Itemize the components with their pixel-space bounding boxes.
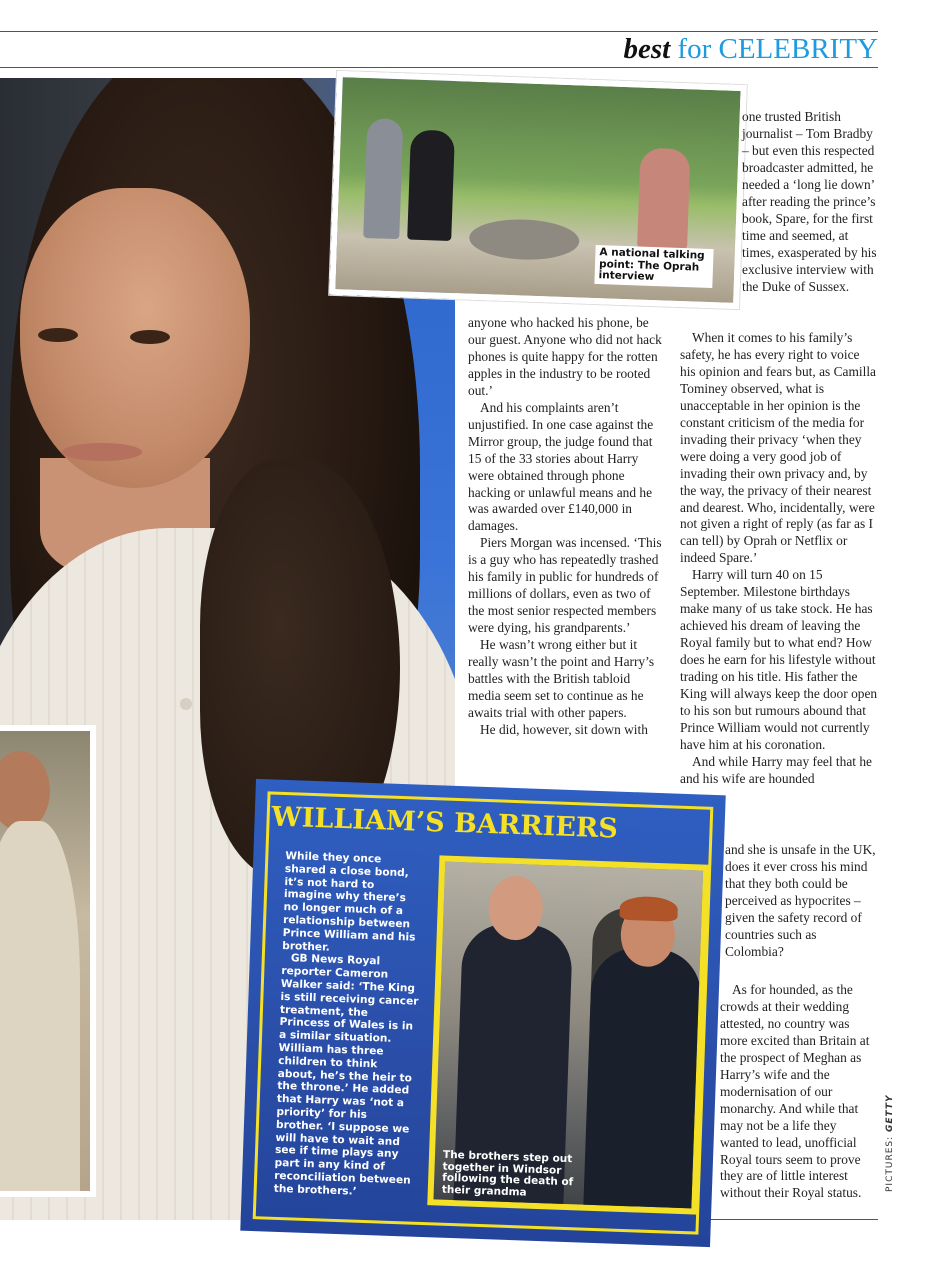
article-column-right-narrow-2 [720,982,878,1202]
photo-figure [407,130,455,241]
article-column-middle [468,315,666,739]
article-paragraph: Harry will turn 40 on 15 September. Milestone birthdays make many of us take stock. He has achieved his dream of leaving the Royal family but to what end? How does he earn for his lifestyle without trading on his title. His father the King will always keep the door open to his son but rumours abound that Prince William would not currently have him at his coronation. [680,567,878,752]
photo-eye [130,330,170,344]
category-label: CELEBRITY [718,33,878,65]
photo-figure [583,947,702,1215]
article-paragraph: And while Harry may feel that he and his wife are hounded [680,753,872,786]
article-paragraph: and she is unsafe in the UK, does it ever cross his mind that they both could be perceived as hypocrites – given the safety record of countries such as Colombia? [725,842,876,959]
article-column-right-narrow [725,842,878,961]
brothers-photo [427,855,709,1214]
williams-barriers-box [240,779,725,1247]
credit-label: PICTURES: [885,1135,895,1192]
inset-photo-head [0,751,50,831]
photo-lips [62,443,142,461]
article-paragraph: one trusted British journalist – Tom Bradby – but even this respected broadcaster admitted, he needed a ‘long lie down’ after reading the prince’s book, Spare, for the first time and seemed, at times, exasperated by his exclusive interview with the Duke of Sussex. [742,109,877,294]
top-rule [0,31,878,32]
photo-table [469,218,580,262]
article-paragraph: And his complaints aren’t unjustified. In one case against the Mirror group, the judge found that 15 of the 33 stories about Harry were obtained through phone hacking or unlawful means and he was awarded over £140,000 in damages. [468,399,654,534]
article-paragraph: As for hounded, as the crowds at their wedding attested, no country was more excited than Britain at the prospect of Meghan as Harry’s wife and the modernisation of our monarchy. And while that may not be a life they wanted to lead, unofficial Royal tours seem to prove they are of little interest without their Royal status. [720,982,870,1201]
photo-eye [38,328,78,342]
article-column-right-top [742,109,878,295]
article-column-right [680,330,878,788]
brothers-photo-caption: The brothers step out together in Windsor following the death of their grandma [441,1148,574,1199]
article-paragraph: Piers Morgan was incensed. ‘This is a guy who has repeatedly trashed his family in public for hundreds of millions of dollars, even as two of the most senior respected members were dying, his grandparents.’ [468,535,662,636]
article-paragraph: anyone who hacked his phone, be our guest. Anyone who did not hack phones is quite happy for the rotten apples in the industry to be rooted out.’ [468,315,662,398]
photo-figure [363,118,403,239]
for-label: for [677,33,712,65]
oprah-photo-caption: A national talking point: The Oprah interview [594,245,713,288]
barriers-paragraph: GB News Royal reporter Cameron Walker said: ‘The King is still receiving cancer treatment, the Princess of Wales is in a similar situation. William has three children to think about, he’s the heir to the throne.’ He added that Harry was ‘not a priority’ for his brother. ‘I suppose we will have to wait and see if time plays any part in any kind of reconciliation between the brothers.’ [273,952,419,1198]
photo-shirt-button [180,698,192,710]
header-rule [0,67,878,68]
picture-credit [885,1094,895,1192]
barriers-box-text [274,850,426,1200]
photo-hair [619,896,678,922]
barriers-paragraph: While they once shared a close bond, it’s not hard to imagine why there’s no longer much of a relationship between Prince William and his brother. [282,850,416,954]
brand-label: best [623,33,671,65]
credit-source: GETTY [885,1094,895,1132]
article-paragraph: When it comes to his family’s safety, he has every right to voice his opinion and fears but, as Camilla Tominey observed, what is unacceptable in her opinion is the constant criticism of the media for invading their privacy ‘when they were doing a very good job of invading their own privacy and, by the way, the privacy of their nearest and dearest. Who, incidentally, were not given a right of reply (as far as I can tell) by Oprah or Netflix or indeed Spare.’ [680,330,876,566]
inset-photo-suit [0,821,80,1197]
barriers-box-title: WILLIAM’S BARRIERS [270,801,619,845]
photo-figure [637,148,690,250]
section-header [623,33,878,65]
inset-photo-left [0,725,96,1197]
article-paragraph: He wasn’t wrong either but it really wasn’t the point and Harry’s battles with the British tabloid media seem set to continue as he awaits trial with other papers. [468,637,655,720]
article-paragraph: He did, however, sit down with [480,721,648,737]
